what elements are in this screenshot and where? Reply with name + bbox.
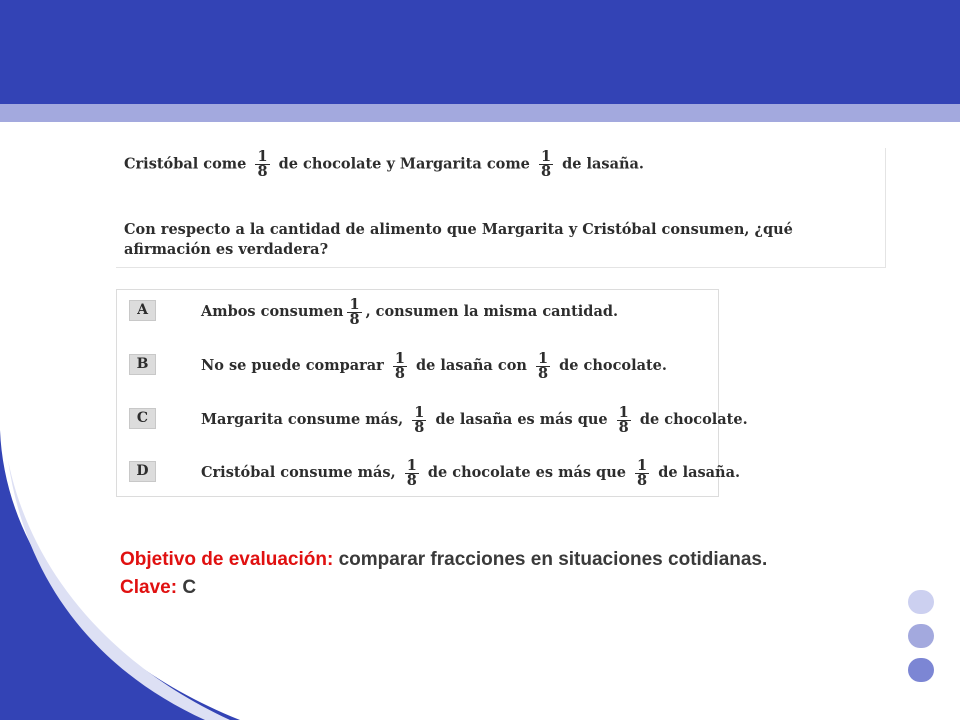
fraction-numerator: 1 [257, 148, 268, 165]
objective-label: Objetivo de evaluación: [120, 549, 334, 570]
question-text-part: Cristóbal come [124, 155, 247, 173]
fraction-denominator: 8 [394, 364, 405, 382]
objective-text: comparar fracciones en situaciones cotidianas. [338, 549, 768, 570]
option-text [201, 351, 667, 381]
question-text-part: de chocolate y Margarita come [278, 155, 530, 173]
fraction-numerator: 1 [394, 349, 405, 367]
key-value: C [182, 577, 197, 598]
fraction-denominator: 8 [637, 471, 648, 489]
option-b [129, 351, 719, 381]
option-text-part: No se puede comparar [201, 357, 384, 374]
fraction-numerator: 1 [414, 403, 425, 421]
option-letter: A [129, 300, 156, 321]
fraction-numerator: 1 [618, 403, 629, 421]
option-text-part: Cristóbal consume más, [201, 464, 396, 481]
options-box [116, 289, 748, 497]
option-c [129, 403, 748, 436]
decorative-dots [908, 590, 938, 692]
header-stripe [0, 104, 960, 122]
fraction-one-eighth [412, 403, 426, 436]
fraction-one-eighth [393, 349, 407, 382]
question-box [116, 148, 886, 268]
fraction-one-eighth [405, 456, 419, 489]
fraction-one-eighth [255, 150, 269, 179]
option-text-part: Margarita consume más, [201, 411, 404, 428]
dot-medium [908, 624, 934, 648]
option-letter: C [129, 408, 156, 429]
fraction-denominator: 8 [406, 471, 417, 489]
option-text [201, 405, 748, 435]
option-text [201, 297, 618, 327]
option-a [129, 297, 719, 327]
dot-light [908, 590, 934, 614]
key-label: Clave: [120, 577, 178, 598]
fraction-one-eighth [635, 456, 649, 489]
fraction-one-eighth [617, 403, 631, 436]
fraction-denominator: 8 [537, 364, 549, 382]
question-statement [124, 150, 644, 179]
fraction-one-eighth [347, 295, 361, 328]
fraction-numerator: 1 [540, 148, 552, 165]
option-d [129, 456, 741, 489]
fraction-denominator: 8 [414, 418, 425, 436]
option-text-part: Ambos consumen [201, 303, 344, 320]
option-text-part: , consumen la misma cantidad. [365, 303, 619, 320]
option-letter: B [129, 354, 156, 375]
fraction-denominator: 8 [349, 310, 360, 328]
fraction-denominator: 8 [540, 163, 552, 180]
option-text-part: de lasaña con [416, 357, 527, 374]
fraction-one-eighth [539, 150, 553, 179]
fraction-denominator: 8 [618, 418, 629, 436]
option-text-part: de lasaña. [658, 464, 741, 481]
option-text-part: de chocolate. [639, 411, 748, 428]
question-text-part: de lasaña. [562, 155, 644, 173]
fraction-numerator: 1 [637, 456, 648, 474]
key-line [120, 574, 880, 602]
fraction-numerator: 1 [537, 349, 549, 367]
fraction-numerator: 1 [349, 295, 360, 313]
question-prompt: Con respecto a la cantidad de alimento que Margarita y Cristóbal consumen, ¿qué afirmación es verdadera? [124, 221, 793, 258]
option-text [201, 458, 740, 488]
objective-line [120, 546, 880, 574]
evaluation-info [120, 546, 880, 602]
dot-dark [908, 658, 934, 682]
option-text-part: de chocolate. [559, 357, 667, 374]
option-letter: D [129, 461, 156, 482]
fraction-one-eighth [536, 349, 550, 382]
fraction-numerator: 1 [406, 456, 417, 474]
header-bar [0, 0, 960, 104]
option-text-part: de chocolate es más que [427, 464, 626, 481]
option-text-part: de lasaña es más que [435, 411, 608, 428]
fraction-denominator: 8 [257, 163, 268, 180]
